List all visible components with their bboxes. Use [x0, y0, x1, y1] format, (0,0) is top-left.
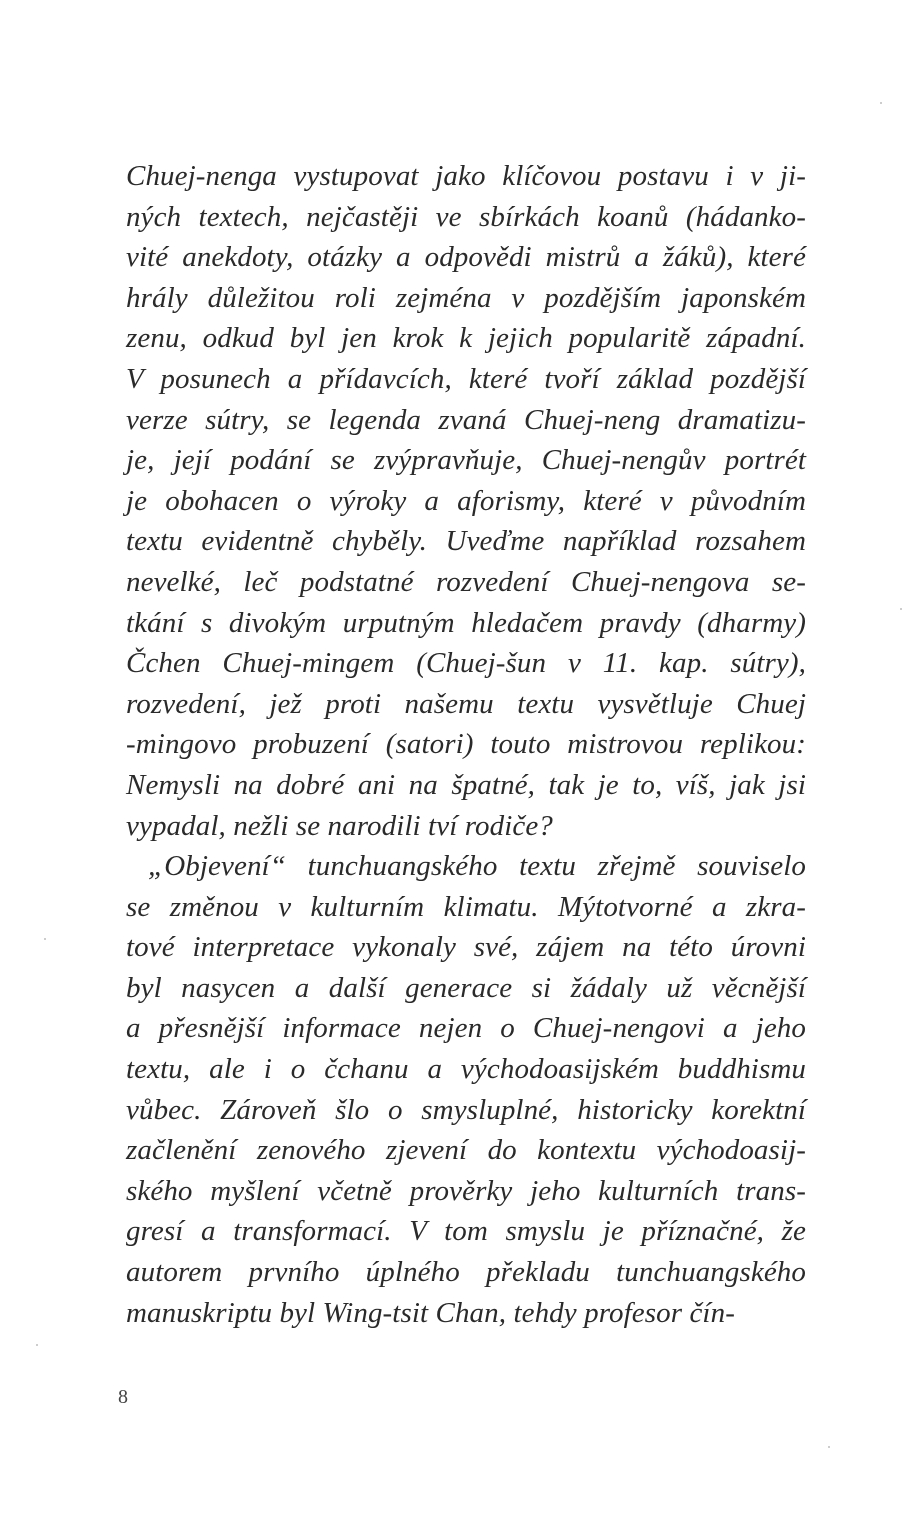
text-line: V posunech a přídavcích, které tvoří základ pozdější	[126, 362, 806, 395]
text-line: -mingovo probuzení (satori) touto mistrovou replikou:	[126, 728, 806, 761]
text-line: vité anekdoty, otázky a odpovědi mistrů a žáků), které	[126, 241, 806, 274]
scan-speck	[36, 1344, 38, 1346]
text-line: byl nasycen a další generace si žádaly už věcnější	[126, 971, 806, 1004]
text-line: „Objevení“ tunchuangského textu zřejmě souviselo	[148, 850, 806, 883]
text-line: nevelké, leč podstatné rozvedení Chuej-nengova se-	[126, 565, 806, 598]
scan-speck	[900, 608, 902, 610]
text-line: začlenění zenového zjevení do kontextu východoasij-	[126, 1134, 806, 1167]
text-line: verze sútry, se legenda zvaná Chuej-neng dramatizu-	[126, 403, 806, 436]
text-line: Nemysli na dobré ani na špatné, tak je to, víš, jak jsi	[126, 768, 806, 801]
text-line: textu, ale i o čchanu a východoasijském buddhismu	[126, 1053, 806, 1086]
page-number: 8	[118, 1386, 128, 1408]
text-line: manuskriptu byl Wing-tsit Chan, tehdy profesor čín-	[126, 1296, 735, 1329]
text-line: zenu, odkud byl jen krok k jejich popularitě západní.	[126, 322, 806, 355]
text-line: ných textech, nejčastěji ve sbírkách koanů (hádanko-	[126, 200, 806, 233]
scan-speck	[44, 938, 46, 940]
text-line: vypadal, nežli se narodili tví rodiče?	[126, 809, 553, 842]
text-line: tové interpretace vykonaly své, zájem na této úrovni	[126, 931, 806, 964]
text-line: autorem prvního úplného překladu tunchuangského	[126, 1256, 806, 1289]
scan-speck	[880, 102, 882, 104]
text-line: rozvedení, jež proti našemu textu vysvětluje Chuej	[126, 687, 806, 720]
text-line: gresí a transformací. V tom smyslu je příznačné, že	[126, 1215, 806, 1248]
text-line: a přesnější informace nejen o Chuej-nengovi a jeho	[126, 1012, 806, 1045]
text-line: Čchen Chuej-mingem (Chuej-šun v 11. kap. sútry),	[126, 647, 806, 680]
text-line: textu evidentně chyběly. Uveďme například rozsahem	[126, 525, 806, 558]
scan-speck	[828, 1446, 830, 1448]
text-line: je, její podání se zvýpravňuje, Chuej-nengův portrét	[126, 444, 806, 477]
text-line: vůbec. Zároveň šlo o smysluplné, historicky korektní	[126, 1093, 806, 1126]
body-text	[126, 156, 806, 1333]
text-line: je obohacen o výroky a aforismy, které v původním	[126, 484, 806, 517]
text-line: tkání s divokým urputným hledačem pravdy (dharmy)	[126, 606, 806, 639]
text-line: se změnou v kulturním klimatu. Mýtotvorné a zkra-	[126, 890, 806, 923]
text-line: hrály důležitou roli zejména v pozdějším japonském	[126, 281, 806, 314]
text-line: ského myšlení včetně prověrky jeho kulturních trans-	[126, 1174, 806, 1207]
text-line: Chuej-nenga vystupovat jako klíčovou postavu i v ji-	[126, 160, 806, 192]
